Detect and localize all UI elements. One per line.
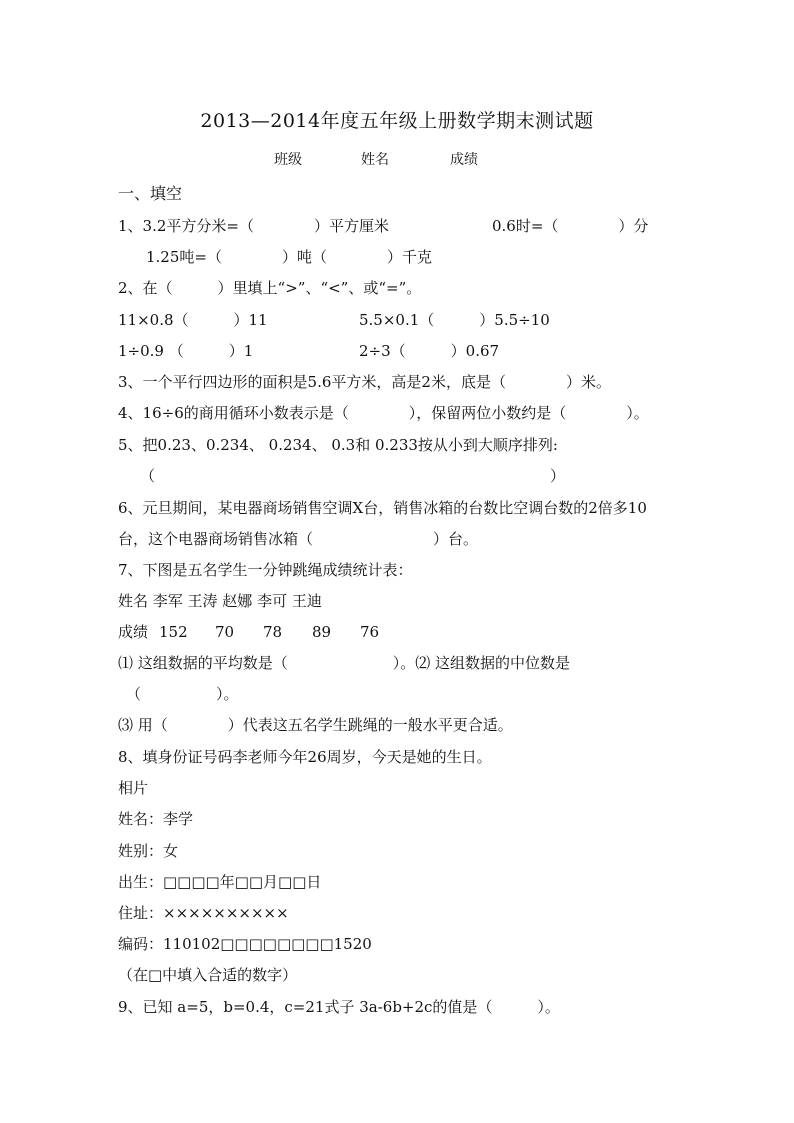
class-label: 班级 [274, 152, 302, 168]
q7-score-3: 78 [263, 623, 283, 641]
q7-names-row: 姓名 李军 王涛 赵娜 李可 王迪 [118, 592, 322, 610]
q1-time-conversion: 0.6时=（ ）分 [492, 217, 649, 235]
q7-score-5: 76 [360, 623, 380, 641]
q8-birth: 出生：□□□□年□□月□□日 [118, 873, 322, 891]
q2-compare-4: 2÷3（ ）0.67 [359, 342, 500, 360]
exam-title: 2013—2014年度五年级上册数学期末测试题 [200, 110, 594, 132]
q8-photo: 相片 [118, 779, 149, 797]
q5-answer-open: （ [140, 467, 156, 485]
score-label: 成绩 [450, 152, 478, 168]
name-label: 姓名 [361, 152, 389, 168]
q5-answer-close: ） [550, 467, 566, 485]
q8-name: 姓名：李学 [118, 810, 194, 828]
q7-score-1: 152 [159, 623, 188, 641]
q6-line-1: 6、元旦期间，某电器商场销售空调X台，销售冰箱的台数比空调台数的2倍多10 [118, 499, 647, 517]
q5-ordering-stem: 5、把0.23、0.234、 0.234、 0.3和 0.233按从小到大顺序排列: [118, 436, 558, 454]
q2-compare-2: 5.5×0.1（ ）5.5÷10 [359, 311, 550, 329]
q7-score-label: 成绩 [118, 623, 149, 641]
q8-gender: 姓别：女 [118, 842, 179, 860]
q2-stem: 2、在（ ）里填上“>”、“<”、或“=”。 [118, 279, 422, 297]
q3-parallelogram: 3、一个平行四边形的面积是5.6平方米，高是2米，底是（ ）米。 [118, 373, 611, 391]
q2-compare-3: 1÷0.9 （ ）1 [118, 342, 254, 360]
q7-sub-1: ⑴ 这组数据的平均数是（ ）。⑵ 这组数据的中位数是 [118, 654, 571, 672]
q1-weight-conversion: 1.25吨=（ ）吨（ ）千克 [146, 248, 432, 266]
q7-stem: 7、下图是五名学生一分钟跳绳成绩统计表： [118, 561, 413, 579]
q7-sub-1-cont: （ ）。 [126, 685, 239, 703]
q8-stem: 8、填身份证号码李老师今年26周岁，今天是她的生日。 [118, 748, 492, 766]
q7-sub-3: ⑶ 用（ ）代表这五名学生跳绳的一般水平更合适。 [118, 716, 513, 734]
q8-note: （在□中填入合适的数字） [118, 966, 298, 984]
q8-id-code: 编码：110102□□□□□□□□1520 [118, 935, 372, 953]
section-heading-fill-blank: 一、填空 [118, 184, 183, 203]
q7-score-2: 70 [215, 623, 235, 641]
q7-score-4: 89 [312, 623, 332, 641]
q1-area-conversion: 1、3.2平方分米=（ ）平方厘米 [118, 217, 389, 235]
q4-repeating-decimal: 4、16÷6的商用循环小数表示是（ ），保留两位小数约是（ ）。 [118, 404, 649, 422]
q8-address: 住址：×××××××××× [118, 904, 289, 922]
q2-compare-1: 11×0.8（ ）11 [118, 311, 268, 329]
q9-expression: 9、已知 a=5，b=0.4，c=21式子 3a-6b+2c的值是（ ）。 [118, 998, 560, 1016]
q6-line-2: 台，这个电器商场销售冰箱（ ）台。 [118, 530, 479, 548]
